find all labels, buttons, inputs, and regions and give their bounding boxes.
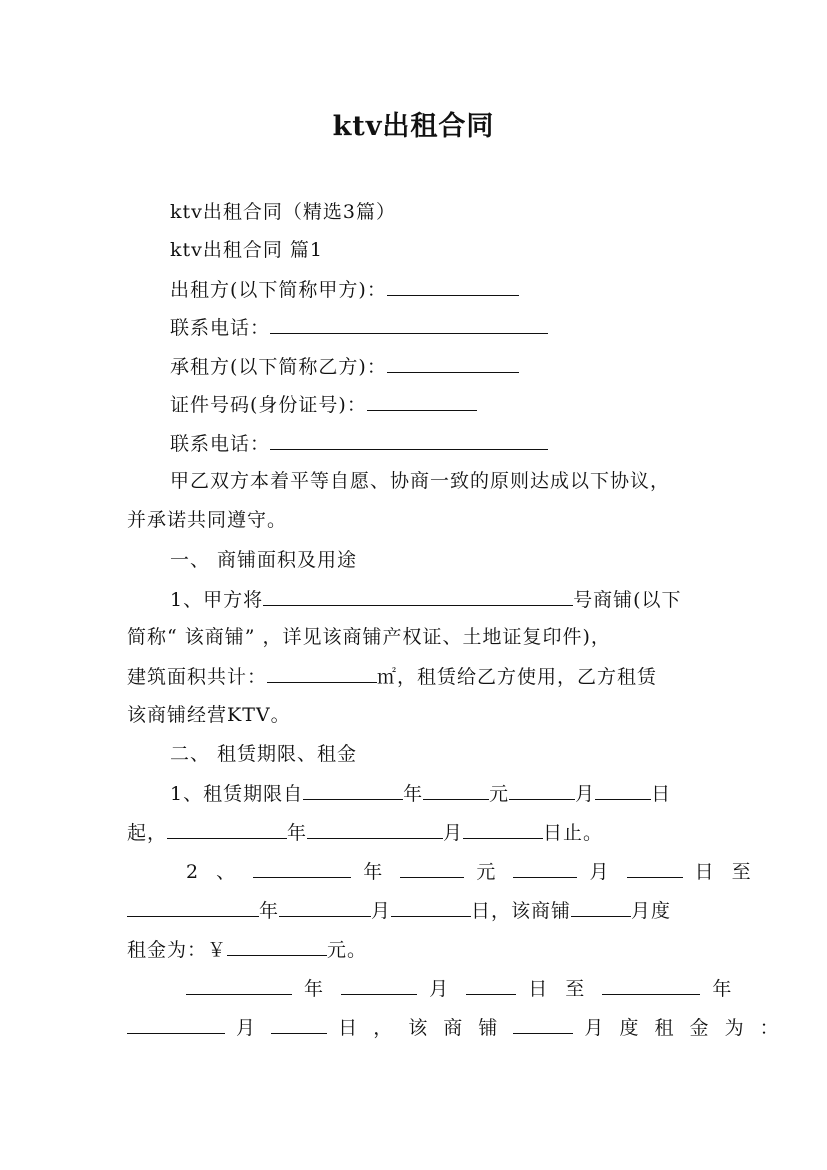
text-fragment: 年: [304, 978, 330, 1000]
clause-line: [127, 820, 603, 845]
text-fragment: 月 度 租 金 为 ：: [584, 1017, 784, 1039]
clause-line: 简称“ 该商铺” ，详见该商铺产权证、土地证复印件)，: [127, 626, 611, 648]
blank-line: [307, 820, 443, 839]
text-fragment: 月: [443, 822, 464, 844]
section-heading-1: 一、 商铺面积及用途: [170, 549, 358, 571]
blank-line: [279, 898, 371, 917]
section-heading-2: 二、 租赁期限、租金: [170, 743, 358, 765]
blank-line: [513, 859, 577, 878]
clause-line: [127, 898, 671, 923]
blank-line: [227, 937, 327, 956]
blank-line: [627, 859, 683, 878]
text-fragment: 元: [489, 783, 510, 805]
blank-line: [387, 277, 519, 296]
blank-line: [271, 1015, 327, 1034]
lessee-phone-line: [170, 431, 548, 456]
blank-line: [466, 976, 516, 995]
text-fragment: 年: [259, 900, 280, 922]
lessor-line: [170, 277, 519, 302]
text-fragment: 日止。: [543, 822, 604, 844]
clause-line: [170, 587, 682, 612]
blank-line: [263, 587, 573, 606]
blank-line: [270, 315, 548, 334]
lessor-label: 出租方(以下简称甲方)：: [170, 279, 387, 301]
text-fragment: 年: [287, 822, 308, 844]
text-fragment: 年: [712, 978, 738, 1000]
clause-line: [186, 976, 737, 1001]
blank-line: [509, 781, 575, 800]
paragraph-heading: ktv出租合同 篇1: [170, 239, 324, 261]
text-fragment: 年: [363, 861, 389, 883]
blank-line: [127, 898, 259, 917]
blank-line: [341, 976, 417, 995]
text-fragment: 2 、: [186, 861, 242, 883]
id-number-line: [170, 392, 477, 417]
blank-line: [127, 1015, 225, 1034]
blank-line: [400, 859, 464, 878]
text-fragment: 月: [575, 783, 596, 805]
text-fragment: 月度: [631, 900, 672, 922]
blank-line: [571, 898, 631, 917]
phone-label: 联系电话：: [170, 433, 271, 455]
blank-line: [303, 781, 403, 800]
text-fragment: 日 ， 该 商 铺: [338, 1017, 503, 1039]
blank-line: [387, 354, 519, 373]
blank-line: [513, 1015, 573, 1034]
text-fragment: 日 至: [528, 978, 591, 1000]
text-fragment: 日 至: [694, 861, 757, 883]
clause-line: [170, 781, 671, 806]
clause-line: [127, 937, 367, 962]
text-fragment: 1、租赁期限自: [170, 783, 304, 805]
blank-line: [423, 781, 489, 800]
lessee-line: [170, 354, 519, 379]
text-fragment: 月: [371, 900, 392, 922]
text-fragment: 元。: [327, 939, 368, 961]
text-fragment: 租金为：￥: [127, 939, 228, 961]
text-fragment: 月: [236, 1017, 261, 1039]
blank-line: [595, 781, 651, 800]
text-fragment: 起，: [127, 822, 168, 844]
text-fragment: 年: [403, 783, 424, 805]
text-fragment: 1、甲方将: [170, 589, 264, 611]
lessee-label: 承租方(以下简称乙方)：: [170, 356, 387, 378]
lessor-phone-line: [170, 315, 548, 340]
clause-line: [127, 664, 702, 689]
text-fragment: 号商铺(以下: [573, 589, 682, 611]
text-fragment: 月: [589, 861, 615, 883]
blank-line: [253, 859, 351, 878]
id-label: 证件号码(身份证号)：: [170, 394, 367, 416]
agreement-line-2: 并承诺共同遵守。: [127, 509, 288, 531]
blank-line: [463, 820, 543, 839]
clause-line: [127, 1015, 784, 1040]
text-fragment: 月: [429, 978, 455, 1000]
document-title: ktv出租合同: [332, 111, 495, 142]
paragraph-subtitle: ktv出租合同（精选3篇）: [170, 201, 396, 223]
text-fragment: 建筑面积共计：: [127, 666, 268, 688]
agreement-line-1: 甲乙双方本着平等自愿、协商一致的原则达成以下协议，: [170, 470, 671, 492]
blank-line: [367, 392, 477, 411]
blank-line: [270, 431, 548, 450]
text-fragment: 日，该商铺: [471, 900, 572, 922]
clause-line: 该商铺经营KTV。: [127, 704, 291, 726]
blank-line: [167, 820, 287, 839]
text-fragment: ㎡，租赁给乙方使用，乙方租赁: [377, 666, 658, 688]
blank-line: [267, 664, 377, 683]
phone-label: 联系电话：: [170, 317, 271, 339]
blank-line: [186, 976, 292, 995]
text-fragment: 日: [651, 783, 672, 805]
text-fragment: 元: [476, 861, 502, 883]
clause-line: [186, 859, 757, 884]
blank-line: [391, 898, 471, 917]
blank-line: [602, 976, 700, 995]
